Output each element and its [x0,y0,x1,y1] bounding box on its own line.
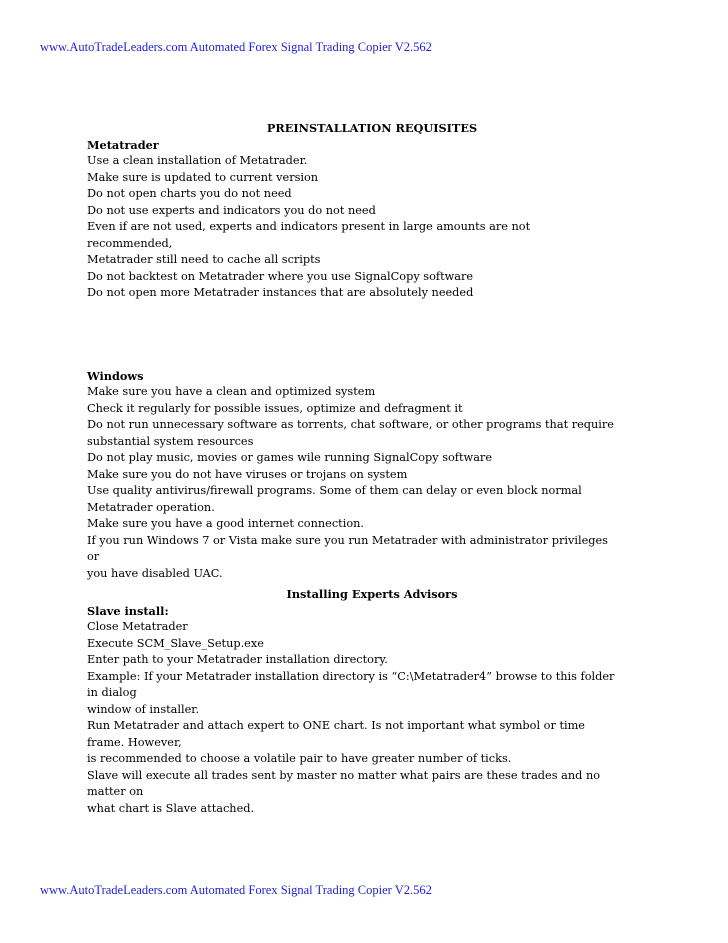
slave-line: Enter path to your Metatrader installation directory. [87,653,388,666]
metatrader-line: Use a clean installation of Metatrader. [87,154,308,167]
windows-line: Do not run unnecessary software as torrents, chat software, or other programs that require [87,418,614,431]
slave-line: in dialog [87,686,137,699]
windows-line: Check it regularly for possible issues, optimize and defragment it [87,401,463,415]
installing-title: Installing Experts Advisors [286,587,458,601]
slave-line: what chart is Slave attached. [87,801,255,815]
metatrader-line: Metatrader still need to cache all scripts [87,253,321,266]
windows-line: Do not play music, movies or games wile running SignalCopy software [87,451,493,464]
footer-link[interactable]: www.AutoTradeLeaders.com Automated Forex Signal Trading Copier V2.562 [40,883,432,897]
windows-line: Make sure you have a clean and optimized system [87,385,376,398]
windows-heading: Windows [87,368,144,383]
metatrader-line: Make sure is updated to current version [87,170,319,184]
slave-line: Close Metatrader [87,620,188,633]
slave-line: Example: If your Metatrader installation directory is “C:\Metatrader4” browse to this folder [87,669,615,683]
windows-line: Make sure you do not have viruses or trojans on system [87,467,408,481]
windows-line: or [87,550,100,563]
metatrader-line: recommended, [87,236,173,250]
slave-line: Execute SCM_Slave_Setup.exe [87,636,264,650]
slave-line: is recommended to choose a volatile pair to have greater number of ticks. [87,752,512,765]
section-gap [87,302,657,368]
windows-line: you have disabled UAC. [87,566,223,580]
metatrader-line: Even if are not used, experts and indicators present in large amounts are not [87,220,531,233]
windows-line: If you run Windows 7 or Vista make sure you run Metatrader with administrator privileges [87,533,608,547]
slave-line: window of installer. [87,702,200,716]
metatrader-line: Do not use experts and indicators you do not need [87,203,376,217]
slave-line: Run Metatrader and attach expert to ONE chart. Is not important what symbol or time [87,719,585,732]
header-link[interactable]: www.AutoTradeLeaders.com Automated Forex Signal Trading Copier V2.562 [40,40,432,54]
metatrader-line: Do not open more Metatrader instances that are absolutely needed [87,286,474,299]
slave-line: frame. However, [87,735,182,749]
slave-line: matter on [87,785,144,798]
metatrader-heading: Metatrader [87,137,159,152]
metatrader-line: Do not backtest on Metatrader where you use SignalCopy software [87,269,474,283]
windows-line: Metatrader operation. [87,500,215,514]
slave-line: Slave will execute all trades sent by master no matter what pairs are these trades and no [87,768,601,782]
windows-line: Make sure you have a good internet connection. [87,517,364,530]
document-body [87,120,657,817]
metatrader-line: Do not open charts you do not need [87,187,292,200]
slave-heading: Slave install: [87,603,169,618]
page-title: PREINSTALLATION REQUISITES [266,121,478,135]
windows-line: Use quality antivirus/firewall programs. Some of them can delay or even block normal [87,484,582,497]
windows-line: substantial system resources [87,434,254,448]
